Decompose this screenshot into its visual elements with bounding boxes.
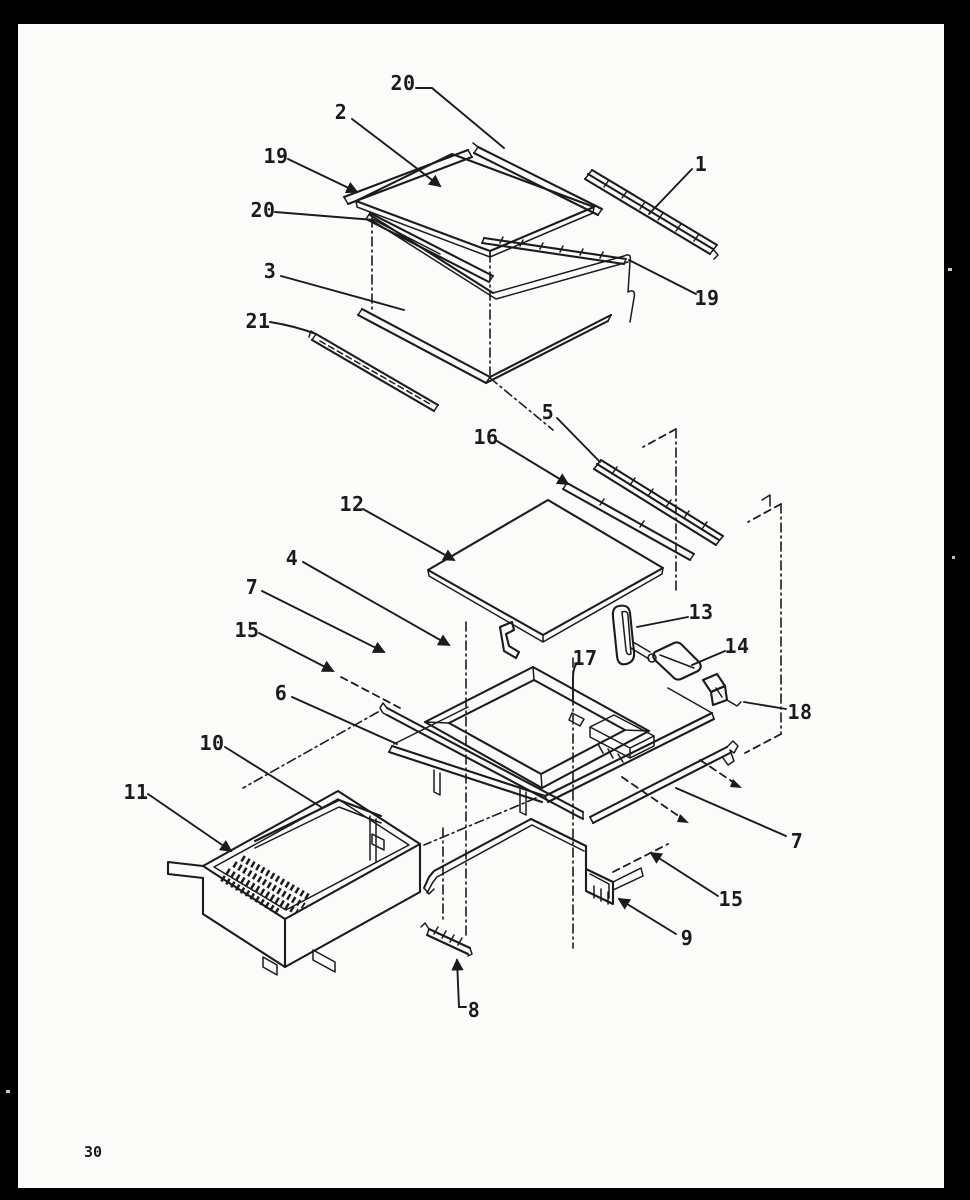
callout-4: 4 [285,546,299,570]
callout-21: 21 [245,309,271,333]
callout-14: 14 [724,634,750,658]
callout-1: 1 [694,152,708,176]
callout-15-left: 15 [234,618,260,642]
callout-17: 17 [572,646,598,670]
callout-9: 9 [680,926,694,950]
scan-speckle [6,1090,10,1093]
callout-19-right: 19 [694,286,720,310]
callout-3: 3 [263,259,277,283]
callout-2: 2 [334,100,348,124]
callout-20-top: 20 [390,71,416,95]
callout-7-right: 7 [790,829,804,853]
callout-6: 6 [274,681,288,705]
callout-7-left: 7 [245,575,259,599]
callout-13: 13 [688,600,714,624]
callout-12: 12 [339,492,365,516]
callout-20-left: 20 [250,198,276,222]
callout-10: 10 [199,731,225,755]
callout-18: 18 [787,700,813,724]
page-number: 30 [84,1143,103,1161]
callout-8: 8 [467,998,481,1022]
scan-speckle [948,268,952,271]
callout-16: 16 [473,425,499,449]
callout-15-right: 15 [718,887,744,911]
scan-speckle [952,556,955,559]
callout-5: 5 [541,400,555,424]
callout-19-left: 19 [263,144,289,168]
callout-11: 11 [123,780,149,804]
